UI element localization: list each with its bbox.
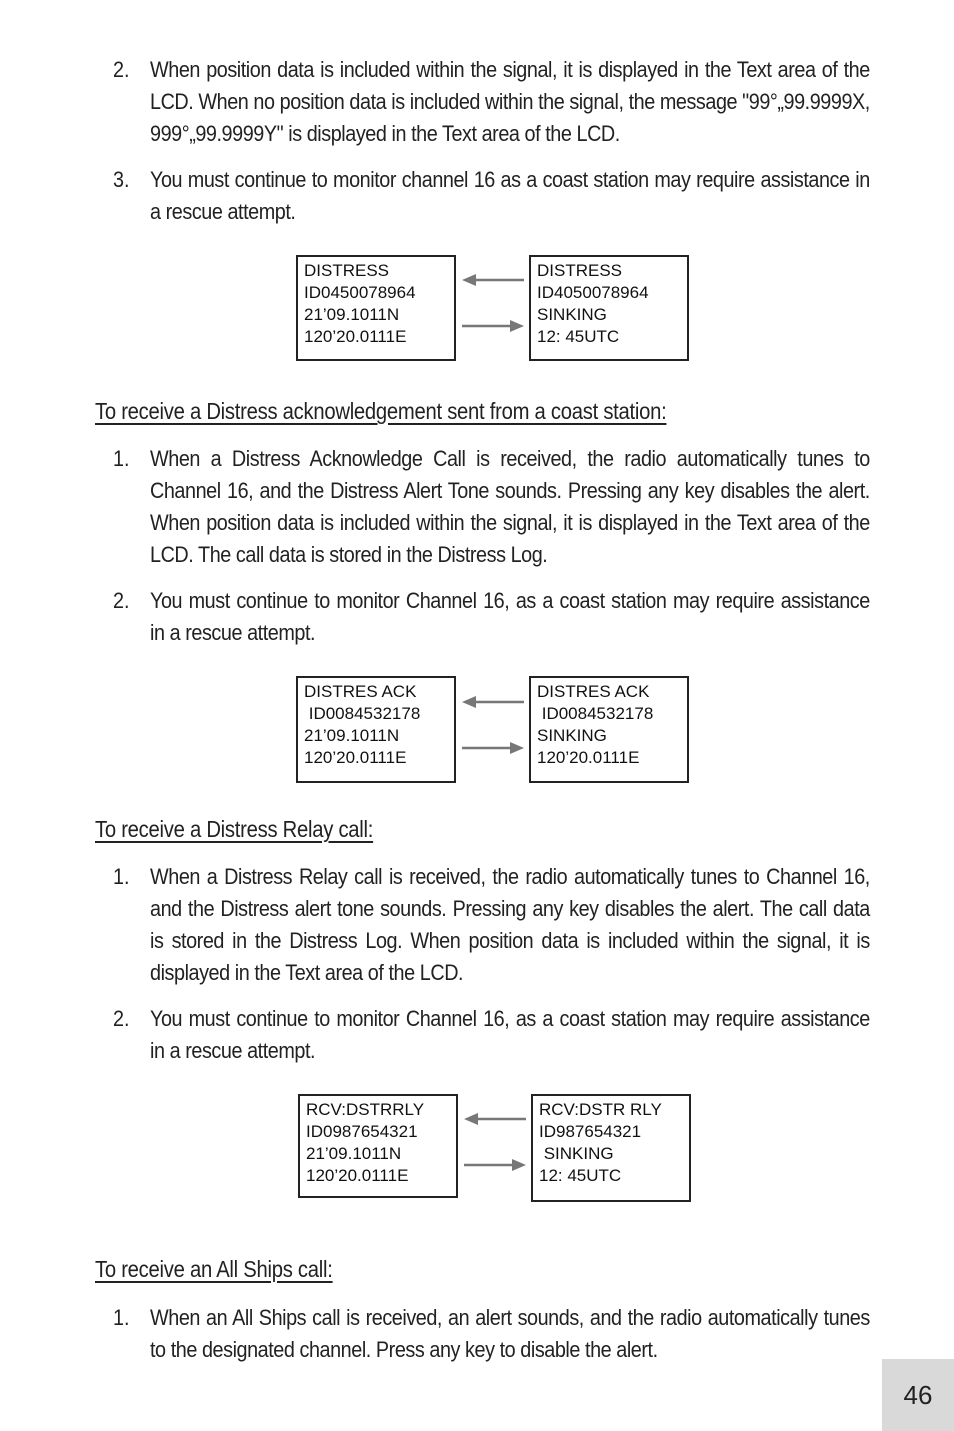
lcd-display-right [529,676,689,783]
page-number-tab [882,1359,954,1431]
lcd-line: 120’20.0111E [306,1166,409,1185]
list-item-text: When position data is included within the signal, it is displayed in the Text area of the LCD. When no position data is included within the signal, the message "99°„99.9999X, 999°„99.9999Y" is displayed in the Text area of the LCD. [150,57,870,146]
lcd-line: 21’09.1011N [304,305,400,324]
lcd-line: 21’09.1011N [306,1144,402,1163]
list-item-text: You must continue to monitor channel 16 as a coast station may require assistance in a rescue attempt. [150,167,870,224]
lcd-display-left [298,1094,458,1198]
section-heading: To receive a Distress acknowledgement sent from a coast station: [95,398,667,424]
exchange-arrows-icon [458,268,528,338]
list-item-text: You must continue to monitor Channel 16, as a coast station may require assistance in a rescue attempt. [150,588,870,645]
lcd-line: 12: 45UTC [537,327,620,346]
lcd-line: ID0084532178 [537,704,654,723]
list-number: 2. [113,57,130,82]
lcd-line: SINKING [539,1144,614,1163]
lcd-line: DISTRES ACK [304,682,417,701]
page-number: 46 [903,1379,933,1410]
lcd-line: 12: 45UTC [539,1166,622,1185]
list-item-text: When a Distress Relay call is received, the radio automatically tunes to Channel 16, and the Distress alert tone sounds. Pressing any key disables the alert. The call data is stored in the Distress Log. When position data is included within the signal, it is displayed in the Text area of the LCD. [150,864,870,985]
list-number: 3. [113,167,130,192]
lcd-line: SINKING [537,305,607,324]
lcd-line: ID987654321 [539,1122,642,1141]
lcd-line: ID4050078964 [537,283,649,302]
lcd-line: SINKING [537,726,607,745]
lcd-line: 21’09.1011N [304,726,400,745]
lcd-line: 120’20.0111E [304,327,407,346]
list-number: 2. [113,1006,130,1031]
section-heading: To receive a Distress Relay call: [95,816,374,842]
lcd-line: RCV:DSTR RLY [539,1100,662,1119]
lcd-line: 120’20.0111E [537,748,640,767]
lcd-line: 120’20.0111E [304,748,407,767]
lcd-display-right [529,255,689,361]
list-item-text: When an All Ships call is received, an alert sounds, and the radio automatically tunes to the designated channel. Press any key to disable the alert. [150,1305,870,1362]
lcd-line: ID0450078964 [304,283,416,302]
lcd-line: DISTRESS [304,261,390,280]
list-number: 1. [113,1305,130,1330]
list-item-text: You must continue to monitor Channel 16, as a coast station may require assistance in a rescue attempt. [150,1006,870,1063]
lcd-line: RCV:DSTRRLY [306,1100,425,1119]
exchange-arrows-icon [460,1107,530,1177]
section-heading: To receive an All Ships call: [95,1256,333,1282]
list-number: 1. [113,446,130,471]
lcd-display-left [296,255,456,361]
list-item-text: When a Distress Acknowledge Call is received, the radio automatically tunes to Channel 16, and the Distress Alert Tone sounds. Pressing any key disables the alert. When position data is included within the signal, it is displayed in the Text area of the LCD. The call data is stored in the Distress Log. [150,446,870,567]
lcd-display-left [296,676,456,783]
list-number: 2. [113,588,130,613]
exchange-arrows-icon [458,690,528,760]
list-number: 1. [113,864,130,889]
lcd-line: ID0987654321 [306,1122,418,1141]
lcd-line: DISTRESS [537,261,623,280]
lcd-display-right [531,1094,691,1202]
lcd-line: ID0084532178 [304,704,421,723]
lcd-line: DISTRES ACK [537,682,650,701]
